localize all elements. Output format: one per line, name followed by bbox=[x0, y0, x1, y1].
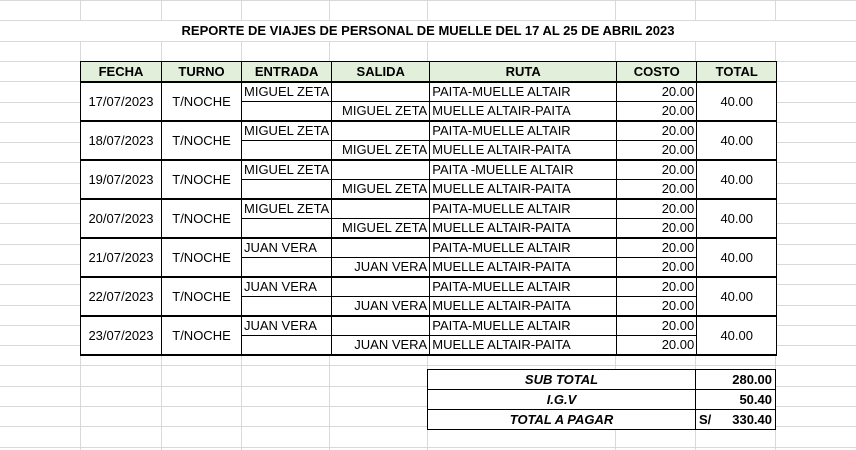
header-turno[interactable]: TURNO bbox=[162, 62, 242, 82]
salida-cell-empty[interactable] bbox=[332, 277, 430, 297]
ruta-cell[interactable]: PAITA-MUELLE ALTAIR bbox=[430, 277, 617, 297]
total-value: 330.40 bbox=[732, 412, 772, 427]
header-total[interactable]: TOTAL bbox=[697, 62, 777, 82]
trip-row-top bbox=[81, 121, 777, 141]
turno-cell[interactable]: T/NOCHE bbox=[162, 238, 242, 277]
costo-cell[interactable]: 20.00 bbox=[617, 121, 697, 141]
entrada-cell-empty[interactable] bbox=[242, 296, 332, 316]
costo-cell[interactable]: 20.00 bbox=[617, 179, 697, 199]
total-cell[interactable]: 40.00 bbox=[697, 121, 777, 160]
salida-cell-empty[interactable] bbox=[332, 160, 430, 180]
entrada-cell[interactable]: MIGUEL ZETA bbox=[242, 121, 332, 141]
fecha-cell[interactable]: 22/07/2023 bbox=[81, 277, 162, 316]
fecha-cell[interactable]: 19/07/2023 bbox=[81, 160, 162, 199]
entrada-cell[interactable]: JUAN VERA bbox=[242, 277, 332, 297]
turno-cell[interactable]: T/NOCHE bbox=[162, 160, 242, 199]
entrada-cell[interactable]: MIGUEL ZETA bbox=[242, 160, 332, 180]
currency-symbol: S/ bbox=[699, 412, 712, 427]
salida-cell-empty[interactable] bbox=[332, 238, 430, 258]
entrada-cell-empty[interactable] bbox=[242, 257, 332, 277]
entrada-cell-empty[interactable] bbox=[242, 218, 332, 238]
total-row bbox=[428, 410, 776, 430]
trip-row-top bbox=[81, 160, 777, 180]
header-salida[interactable]: SALIDA bbox=[332, 62, 430, 82]
subtotal-label[interactable]: SUB TOTAL bbox=[428, 370, 696, 390]
salida-cell[interactable]: MIGUEL ZETA bbox=[332, 140, 430, 160]
fecha-cell[interactable]: 18/07/2023 bbox=[81, 121, 162, 160]
costo-cell[interactable]: 20.00 bbox=[617, 82, 697, 102]
ruta-cell[interactable]: MUELLE ALTAIR-PAITA bbox=[430, 296, 617, 316]
fecha-cell[interactable]: 23/07/2023 bbox=[81, 316, 162, 355]
costo-cell[interactable]: 20.00 bbox=[617, 316, 697, 336]
costo-cell[interactable]: 20.00 bbox=[617, 257, 697, 277]
entrada-cell-empty[interactable] bbox=[242, 101, 332, 121]
ruta-cell[interactable]: PAITA-MUELLE ALTAIR bbox=[430, 82, 617, 102]
ruta-cell[interactable]: PAITA -MUELLE ALTAIR bbox=[430, 160, 617, 180]
entrada-cell-empty[interactable] bbox=[242, 179, 332, 199]
ruta-cell[interactable]: PAITA-MUELLE ALTAIR bbox=[430, 238, 617, 258]
ruta-cell[interactable]: MUELLE ALTAIR-PAITA bbox=[430, 257, 617, 277]
gridline-horizontal bbox=[0, 365, 856, 366]
header-fecha[interactable]: FECHA bbox=[81, 62, 162, 82]
total-cell[interactable]: 40.00 bbox=[697, 316, 777, 355]
costo-cell[interactable]: 20.00 bbox=[617, 160, 697, 180]
costo-cell[interactable]: 20.00 bbox=[617, 238, 697, 258]
fecha-cell[interactable]: 17/07/2023 bbox=[81, 82, 162, 121]
gridline-horizontal bbox=[0, 447, 856, 448]
trip-row-top bbox=[81, 82, 777, 102]
total-cell[interactable] bbox=[696, 410, 776, 430]
fecha-cell[interactable]: 21/07/2023 bbox=[81, 238, 162, 277]
subtotal-row bbox=[428, 370, 776, 390]
header-row bbox=[81, 62, 777, 82]
trip-row-top bbox=[81, 238, 777, 258]
total-cell[interactable]: 40.00 bbox=[697, 199, 777, 238]
ruta-cell[interactable]: MUELLE ALTAIR-PAITA bbox=[430, 179, 617, 199]
header-costo[interactable]: COSTO bbox=[617, 62, 697, 82]
fecha-cell[interactable]: 20/07/2023 bbox=[81, 199, 162, 238]
salida-cell-empty[interactable] bbox=[332, 316, 430, 336]
salida-cell[interactable]: JUAN VERA bbox=[332, 296, 430, 316]
entrada-cell[interactable]: MIGUEL ZETA bbox=[242, 82, 332, 102]
trip-row-top bbox=[81, 199, 777, 219]
total-label[interactable]: TOTAL A PAGAR bbox=[428, 410, 696, 430]
header-entrada[interactable]: ENTRADA bbox=[242, 62, 332, 82]
salida-cell-empty[interactable] bbox=[332, 82, 430, 102]
salida-cell[interactable]: JUAN VERA bbox=[332, 335, 430, 355]
salida-cell[interactable]: MIGUEL ZETA bbox=[332, 101, 430, 121]
igv-label[interactable]: I.G.V bbox=[428, 390, 696, 410]
total-cell[interactable]: 40.00 bbox=[697, 277, 777, 316]
turno-cell[interactable]: T/NOCHE bbox=[162, 82, 242, 121]
ruta-cell[interactable]: PAITA-MUELLE ALTAIR bbox=[430, 121, 617, 141]
entrada-cell[interactable]: MIGUEL ZETA bbox=[242, 199, 332, 219]
ruta-cell[interactable]: MUELLE ALTAIR-PAITA bbox=[430, 218, 617, 238]
salida-cell[interactable]: JUAN VERA bbox=[332, 257, 430, 277]
ruta-cell[interactable]: MUELLE ALTAIR-PAITA bbox=[430, 140, 617, 160]
costo-cell[interactable]: 20.00 bbox=[617, 277, 697, 297]
costo-cell[interactable]: 20.00 bbox=[617, 296, 697, 316]
salida-cell-empty[interactable] bbox=[332, 199, 430, 219]
summary-table bbox=[427, 369, 776, 430]
salida-cell-empty[interactable] bbox=[332, 121, 430, 141]
entrada-cell-empty[interactable] bbox=[242, 335, 332, 355]
header-ruta[interactable]: RUTA bbox=[430, 62, 617, 82]
turno-cell[interactable]: T/NOCHE bbox=[162, 199, 242, 238]
subtotal-value[interactable]: 280.00 bbox=[696, 370, 776, 390]
costo-cell[interactable]: 20.00 bbox=[617, 218, 697, 238]
total-cell[interactable]: 40.00 bbox=[697, 82, 777, 121]
igv-value[interactable]: 50.40 bbox=[696, 390, 776, 410]
ruta-cell[interactable]: PAITA-MUELLE ALTAIR bbox=[430, 316, 617, 336]
costo-cell[interactable]: 20.00 bbox=[617, 199, 697, 219]
trips-table bbox=[80, 61, 777, 356]
entrada-cell-empty[interactable] bbox=[242, 140, 332, 160]
ruta-cell[interactable]: MUELLE ALTAIR-PAITA bbox=[430, 335, 617, 355]
costo-cell[interactable]: 20.00 bbox=[617, 101, 697, 121]
turno-cell[interactable]: T/NOCHE bbox=[162, 316, 242, 355]
gridline-horizontal bbox=[0, 0, 856, 1]
report-title: REPORTE DE VIAJES DE PERSONAL DE MUELLE DEL 17 AL 25 DE ABRIL 2023 bbox=[80, 21, 776, 41]
gridline-horizontal bbox=[0, 41, 856, 42]
ruta-cell[interactable]: MUELLE ALTAIR-PAITA bbox=[430, 101, 617, 121]
salida-cell[interactable]: MIGUEL ZETA bbox=[332, 179, 430, 199]
trip-row-top bbox=[81, 316, 777, 336]
turno-cell[interactable]: T/NOCHE bbox=[162, 277, 242, 316]
trip-row-top bbox=[81, 277, 777, 297]
entrada-cell[interactable]: JUAN VERA bbox=[242, 316, 332, 336]
costo-cell[interactable]: 20.00 bbox=[617, 140, 697, 160]
turno-cell[interactable]: T/NOCHE bbox=[162, 121, 242, 160]
total-cell[interactable]: 40.00 bbox=[697, 160, 777, 199]
costo-cell[interactable]: 20.00 bbox=[617, 335, 697, 355]
igv-row bbox=[428, 390, 776, 410]
entrada-cell[interactable]: JUAN VERA bbox=[242, 238, 332, 258]
salida-cell[interactable]: MIGUEL ZETA bbox=[332, 218, 430, 238]
total-cell[interactable]: 40.00 bbox=[697, 238, 777, 277]
ruta-cell[interactable]: PAITA-MUELLE ALTAIR bbox=[430, 199, 617, 219]
